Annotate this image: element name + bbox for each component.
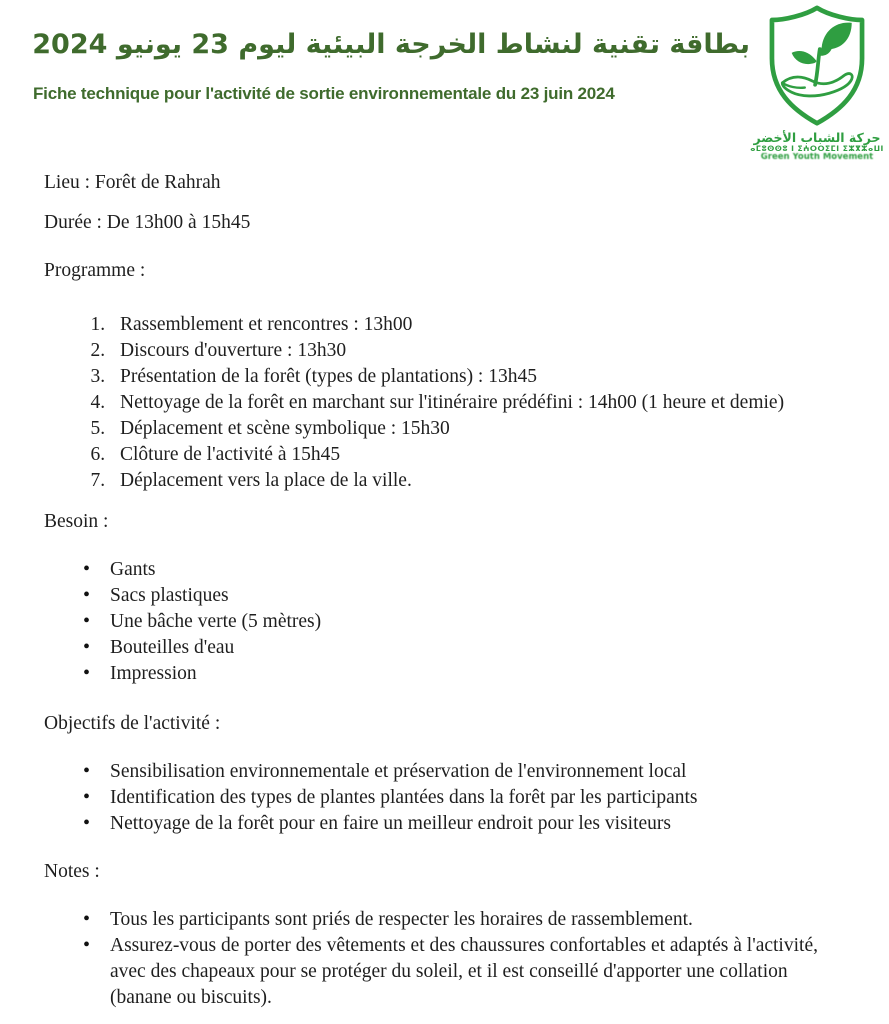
list-item: 4. Nettoyage de la forêt en marchant sur l'itinéraire prédéfini : 14h00 (1 heure et demie): [110, 390, 853, 416]
list-item: • Sacs plastiques: [110, 583, 853, 609]
list-item: • Gants: [110, 557, 853, 583]
logo-name-tifinagh: ⴰⵎⵓⵙⵙⵓ ⵏ ⵉⵄⵔⵔⵉⵎⵏ ⵉⵣⴳⵣⴰⵡⵏ: [750, 143, 884, 153]
list-item: 6. Clôture de l'activité à 15h45: [110, 442, 853, 468]
list-item: • Assurez-vous de porter des vêtements et des chaussures confortables et adaptés à l'activité, avec des chapeaux pour se protéger du soleil, et il est conseillé d'apporter une collation (banane ou biscuits).: [110, 933, 853, 1011]
list-item: 3. Présentation de la forêt (types de plantations) : 13h45: [110, 364, 853, 390]
shield-hand-seedling-icon: [750, 2, 884, 130]
list-item: 7. Déplacement vers la place de la ville.: [110, 468, 853, 494]
organization-logo: [750, 2, 884, 170]
list-item: • Sensibilisation environnementale et préservation de l'environnement local: [110, 759, 853, 785]
notes-list: [44, 907, 853, 1011]
list-item: • Tous les participants sont priés de respecter les horaires de rassemblement.: [110, 907, 853, 933]
field-lieu: Lieu : Forêt de Rahrah: [44, 172, 221, 193]
list-item: • Bouteilles d'eau: [110, 635, 853, 661]
section-heading-objectifs: Objectifs de l'activité :: [44, 713, 221, 734]
list-item: • Une bâche verte (5 mètres): [110, 609, 853, 635]
list-item: 5. Déplacement et scène symbolique : 15h30: [110, 416, 853, 442]
besoin-list: [44, 557, 853, 687]
list-item: 2. Discours d'ouverture : 13h30: [110, 338, 853, 364]
section-heading-programme: Programme :: [44, 260, 146, 281]
section-heading-besoin: Besoin :: [44, 511, 109, 532]
logo-name-english: Green Youth Movement: [760, 153, 874, 159]
field-duree: Durée : De 13h00 à 15h45: [44, 212, 251, 233]
list-item: • Identification des types de plantes plantées dans la forêt par les participants: [110, 785, 853, 811]
section-heading-notes: Notes :: [44, 861, 100, 882]
document-title-french: Fiche technique pour l'activité de sortie environnementale du 23 juin 2024: [33, 84, 615, 103]
programme-list: [44, 312, 853, 494]
list-item: 1. Rassemblement et rencontres : 13h00: [110, 312, 853, 338]
document-title-arabic: بطاقة تقنية لنشاط الخرجة البيئية ليوم 23 يونيو 2024: [32, 29, 750, 60]
objectifs-list: [44, 759, 853, 837]
document-body: [44, 170, 853, 1011]
logo-name-arabic: حركة الشباب الأخضر: [753, 130, 881, 145]
list-item: • Impression: [110, 661, 853, 687]
list-item: • Nettoyage de la forêt pour en faire un meilleur endroit pour les visiteurs: [110, 811, 853, 837]
